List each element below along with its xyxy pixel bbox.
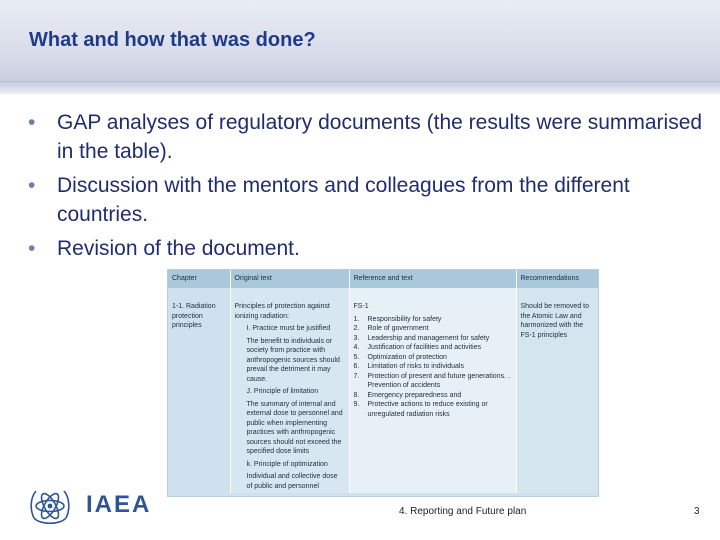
- header-divider: [0, 82, 720, 94]
- reference-item-text: Optimization of protection: [367, 353, 447, 361]
- bullet-icon: •: [28, 111, 36, 134]
- bullet-list: [28, 108, 708, 268]
- gap-analysis-table-image: [167, 269, 599, 497]
- logo-text: IAEA: [86, 491, 152, 518]
- reference-code: FS-1: [353, 303, 369, 310]
- recommendation-text: Should be removed to the Atomic Law and harmonized with the FS-1 principles: [520, 303, 589, 339]
- reference-list-item: [354, 391, 512, 401]
- page-number: 3: [694, 506, 700, 517]
- reference-list-item: [354, 343, 512, 353]
- reference-item-number: 1.: [353, 315, 360, 323]
- table-header-reference: Reference and text: [349, 270, 516, 288]
- principle-justification: I. Practice must be justified: [246, 325, 331, 332]
- bullet-text: Discussion with the mentors and colleagues from the different countries.: [57, 174, 630, 226]
- reference-item-number: 6.: [353, 363, 360, 370]
- principle-justification-text: The benefit to individuals or society from practice with anthropogenic sources should prevail the detriment it may cause.: [246, 337, 340, 383]
- bullet-text: Revision of the document.: [57, 237, 300, 260]
- reference-list-item: [354, 353, 512, 363]
- reference-item-number: 2.: [353, 325, 360, 332]
- principle-optimization: k. Principle of optimization: [246, 460, 328, 468]
- reference-item-text: Emergency preparedness and: [367, 391, 462, 399]
- bullet-item: [28, 171, 708, 229]
- bullet-text: GAP analyses of regulatory documents (the results were summarised in the table).: [57, 111, 703, 163]
- footer-section: 4. Reporting and Future plan: [399, 506, 527, 517]
- reference-item-number: 7.: [353, 372, 360, 380]
- bullet-icon: •: [28, 174, 36, 197]
- reference-list-item: [354, 324, 512, 334]
- reference-item-number: 9.: [353, 401, 360, 408]
- bullet-icon: •: [28, 237, 36, 260]
- table-cell-chapter: [168, 288, 230, 493]
- bullet-item: [28, 234, 708, 263]
- reference-item-number: 5.: [353, 353, 360, 361]
- reference-item-text: Protection of present and future generations. . Prevention of accidents: [367, 372, 510, 389]
- reference-item-text: Limitation of risks to individuals: [367, 363, 464, 370]
- reference-item-text: Leadership and management for safety: [367, 334, 490, 342]
- reference-list: [354, 315, 512, 420]
- reference-list-item: [354, 334, 512, 344]
- reference-item-text: Responsibility for safety: [367, 315, 442, 323]
- principle-limitation-text: The summary of internal and external dose to personnel and public when implementing practices with anthropogenic sources should not exceed the specified dose limits: [246, 400, 343, 455]
- table-cell-recommendation: [516, 288, 599, 493]
- reference-list-item: [354, 372, 512, 391]
- principle-optimization-text: Individual and collective dose of public and personnel: [246, 473, 338, 490]
- bullet-item: [28, 108, 708, 166]
- reference-item-number: 3.: [353, 334, 360, 342]
- table-header-recommendations: Recommendations: [516, 270, 599, 288]
- principle-limitation: J. Principle of limitation: [246, 388, 319, 395]
- reference-list-item: [354, 315, 512, 325]
- reference-item-number: 8.: [353, 391, 360, 399]
- reference-item-text: Protective actions to reduce existing or unregulated radiation risks: [367, 401, 488, 418]
- table-cell-reference: [349, 288, 516, 493]
- reference-item-text: Role of government: [367, 325, 429, 332]
- reference-item-number: 4.: [353, 344, 360, 351]
- reference-list-item: [354, 362, 512, 372]
- reference-list-item: [354, 400, 512, 419]
- slide-title: What and how that was done?: [29, 29, 316, 51]
- chapter-text: 1-1. Radiation protection principles: [172, 303, 216, 329]
- reference-item-text: Justification of facilities and activities: [367, 344, 482, 351]
- table-cell-original: [230, 288, 349, 493]
- table-header-chapter: Chapter: [168, 270, 230, 288]
- original-intro: Principles of protection against ionizing radiation:: [234, 303, 330, 320]
- table-header-original: Original text: [230, 270, 349, 288]
